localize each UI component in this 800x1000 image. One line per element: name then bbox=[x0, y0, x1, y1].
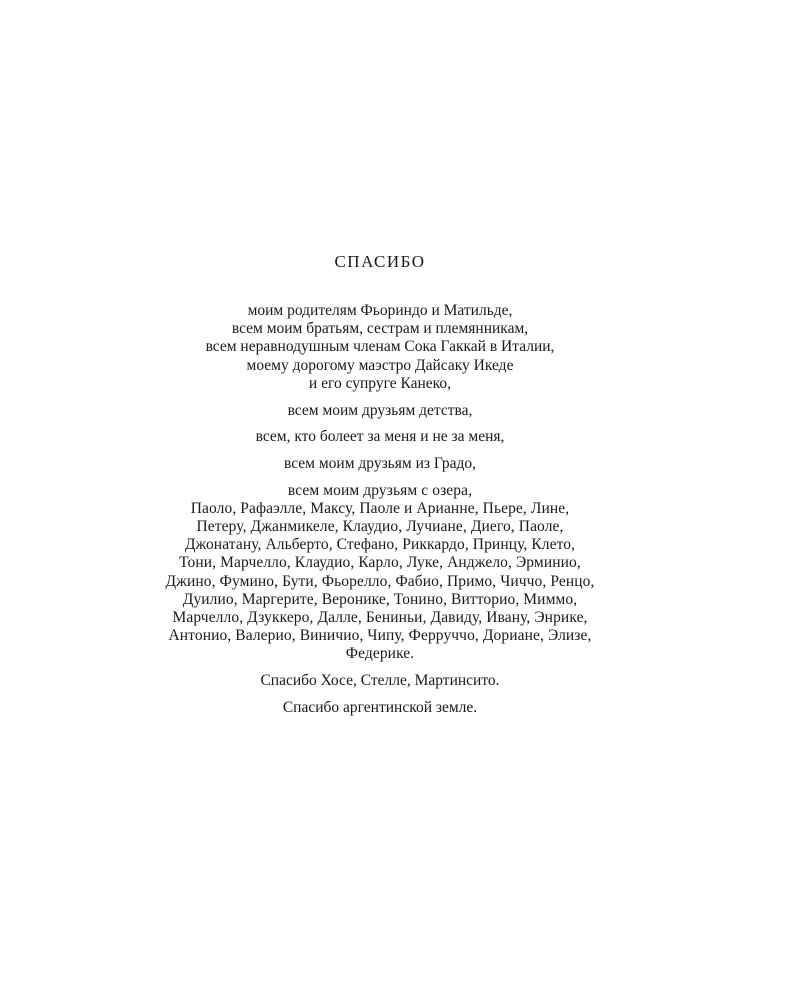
text-line: Джино, Фумино, Бути, Фьорелло, Фабио, Примо, Чиччо, Ренцо, bbox=[165, 572, 595, 590]
stanza-childhood-friends bbox=[0, 402, 760, 420]
text-line: Антонио, Валерио, Виничио, Чипу, Ферруччо, Дориане, Элизе, bbox=[168, 627, 592, 645]
text-line: всем моим друзьям из Градо, bbox=[283, 454, 476, 472]
text-line: Петеру, Джанмикеле, Клаудио, Лучиане, Диего, Паоле, bbox=[196, 518, 564, 536]
stanza-grado-friends bbox=[0, 455, 760, 473]
text-line: всем моим друзьям детства, bbox=[287, 401, 473, 419]
acknowledgements-body bbox=[0, 302, 760, 726]
stanza-supporters bbox=[0, 428, 760, 446]
text-line: Марчелло, Дзуккеро, Далле, Бениньи, Давиду, Ивану, Энрике, bbox=[172, 609, 588, 627]
text-line: Джонатану, Альберто, Стефано, Риккардо, Принцу, Клето, bbox=[184, 536, 576, 554]
text-line: всем неравнодушным членам Сока Гаккай в Италии, bbox=[205, 338, 555, 356]
text-line: Спасибо Хосе, Стелле, Мартинсито. bbox=[260, 672, 500, 690]
stanza-lake-friends bbox=[0, 482, 760, 664]
text-line: Дуилио, Маргерите, Веронике, Тонино, Витторио, Миммо, bbox=[182, 590, 578, 608]
text-line: Паоло, Рафаэлле, Максу, Паоле и Арианне, Пьере, Лине, bbox=[190, 499, 570, 517]
stanza-thanks-argentina bbox=[0, 699, 760, 717]
text-line: Спасибо аргентинской земле. bbox=[282, 698, 478, 716]
text-line: всем моим братьям, сестрам и племянникам, bbox=[231, 320, 529, 338]
page-title: СПАСИБО bbox=[334, 252, 426, 271]
stanza-family bbox=[0, 302, 760, 393]
text-line: Федерике. bbox=[345, 645, 415, 663]
text-line: всем моим друзьям с озера, bbox=[287, 481, 473, 499]
text-line: и его супруге Канеко, bbox=[308, 374, 452, 392]
text-line: всем, кто болеет за меня и не за меня, bbox=[255, 428, 505, 446]
stanza-thanks-jose bbox=[0, 672, 760, 690]
text-line: Тони, Марчелло, Клаудио, Карло, Луке, Анджело, Эрминио, bbox=[179, 554, 581, 572]
text-line: моим родителям Фьориндо и Матильде, bbox=[247, 302, 513, 319]
text-line: моему дорогому маэстро Дайсаку Икеде bbox=[246, 356, 514, 374]
